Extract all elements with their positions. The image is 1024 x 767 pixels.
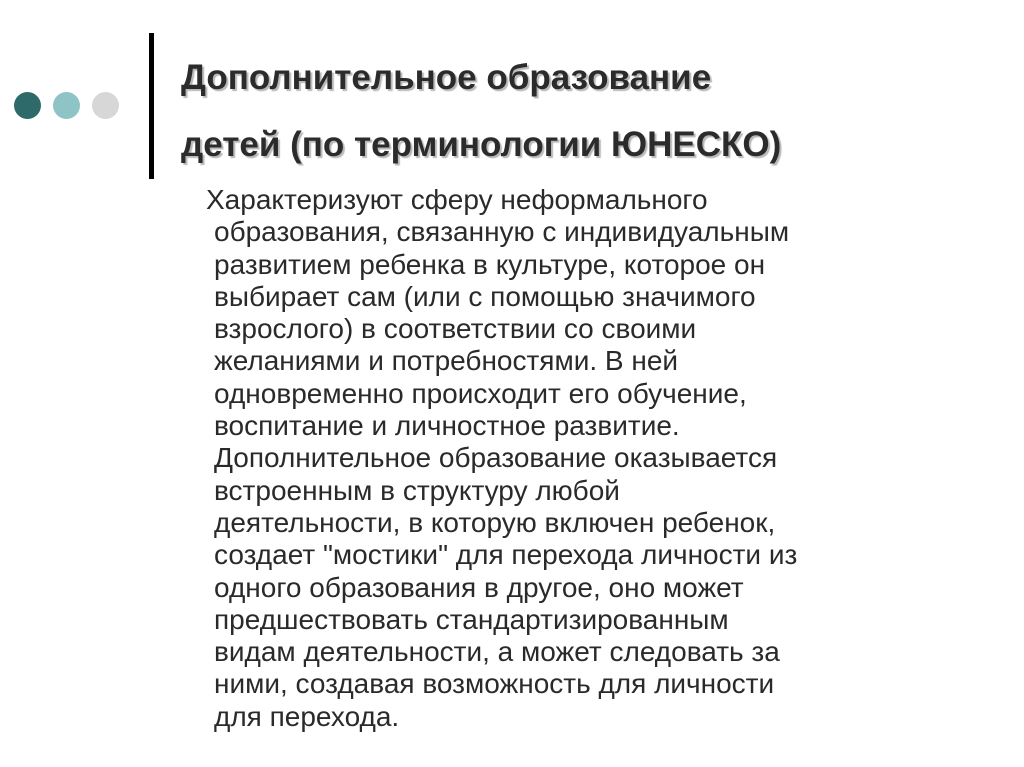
body-line: для перехода. <box>214 700 400 732</box>
body-line: развитием ребенка в культуре, которое он <box>214 248 766 280</box>
body-line: деятельности, в которую включен ребенок, <box>214 506 776 538</box>
body-line: выбирает сам (или с помощью значимого <box>214 280 756 312</box>
body-line: Характеризуют сферу неформального <box>206 184 708 215</box>
dot-light-icon <box>53 92 80 119</box>
body-line: встроенным в структуру любой <box>214 474 620 506</box>
dot-dark-icon <box>14 92 41 119</box>
title-line: детей (по терминологии ЮНЕСКО) <box>181 125 782 164</box>
body-line: желаниями и потребностями. В ней <box>214 345 679 377</box>
body-line: видам деятельности, а может следовать за <box>214 636 780 668</box>
dot-grey-icon <box>92 92 119 119</box>
title-divider-line <box>149 33 154 179</box>
body-line: взрослого) в соответствии со своими <box>214 313 697 345</box>
body-line: Дополнительное образование оказывается <box>214 442 778 474</box>
title-line: Дополнительное образование <box>181 58 712 97</box>
body-line: предшествовать стандартизированным <box>214 603 729 635</box>
slide-body-text <box>206 184 954 733</box>
body-line: ними, создавая возможность для личности <box>214 668 775 700</box>
body-line: одновременно происходит его обучение, <box>214 377 747 409</box>
body-line: образования, связанную с индивидуальным <box>214 216 790 248</box>
body-line: одного образования в другое, оно может <box>214 571 744 603</box>
body-line: создает "мостики" для перехода личности из <box>214 539 798 571</box>
slide-title <box>181 44 1001 178</box>
body-line: воспитание и личностное развитие. <box>214 410 680 442</box>
decorative-dots <box>14 92 119 119</box>
